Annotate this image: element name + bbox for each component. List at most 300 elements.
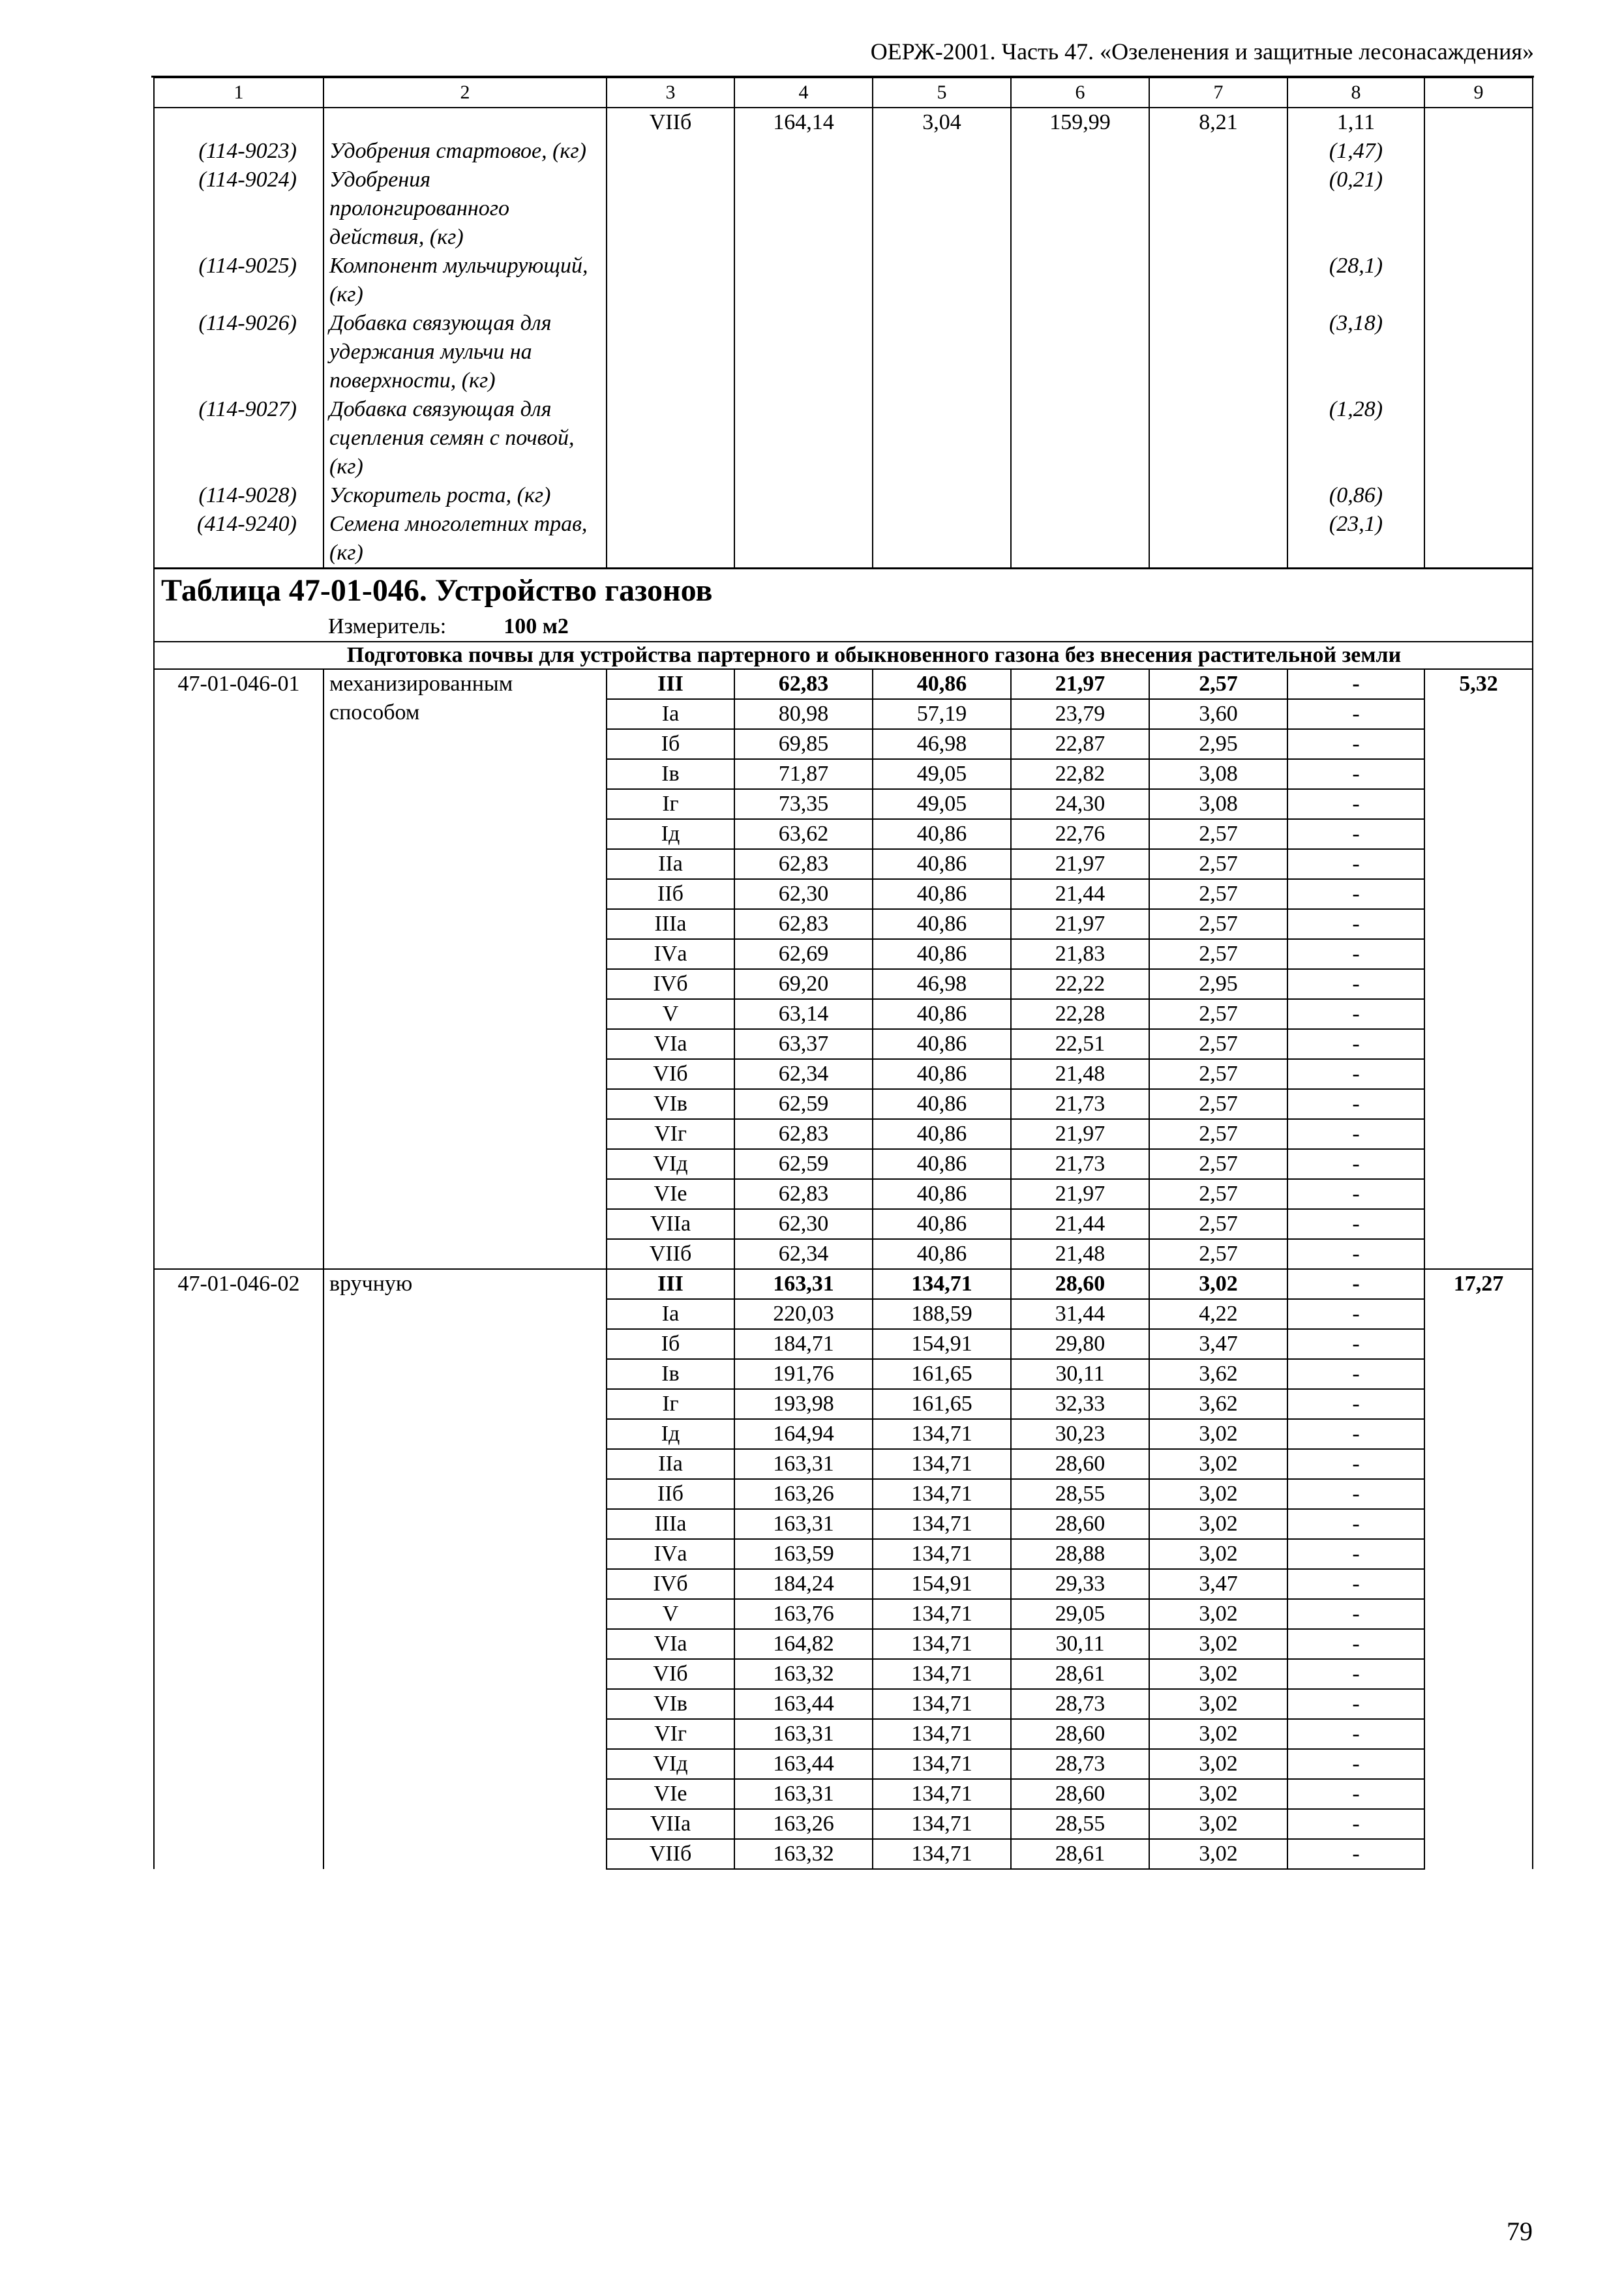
- cell: 80,98: [734, 699, 873, 729]
- cell: 28,61: [1011, 1659, 1149, 1689]
- cell: [154, 642, 323, 669]
- cell: 40,86: [873, 879, 1011, 909]
- cell: IIа: [607, 849, 734, 879]
- cell: VIIа: [607, 1209, 734, 1239]
- cell: VIд: [607, 1749, 734, 1779]
- cell: 3,02: [1149, 1479, 1287, 1509]
- cell: 134,71: [873, 1269, 1011, 1299]
- cell: 161,65: [873, 1389, 1011, 1419]
- cell: VIа: [607, 1029, 734, 1059]
- cell: [1424, 108, 1533, 137]
- cell: 134,71: [873, 1659, 1011, 1689]
- material-name: Семена многолетних трав, (кг): [323, 510, 607, 569]
- cell: 191,76: [734, 1359, 873, 1389]
- cell: 2,57: [1149, 1239, 1287, 1269]
- cell: 28,61: [1011, 1839, 1149, 1869]
- cell: 163,26: [734, 1479, 873, 1509]
- cell: -: [1287, 1329, 1424, 1359]
- cell: 40,86: [873, 999, 1011, 1029]
- cell: 2,57: [1149, 849, 1287, 879]
- cell: Iд: [607, 1419, 734, 1449]
- cell: 163,32: [734, 1839, 873, 1869]
- cell: 2,57: [1149, 1179, 1287, 1209]
- cell: 57,19: [873, 699, 1011, 729]
- material-value: (23,1): [1287, 510, 1424, 569]
- cell: [607, 166, 734, 252]
- cell: -: [1287, 909, 1424, 939]
- measure-value: 100 м2: [504, 614, 569, 638]
- cell: 22,82: [1011, 759, 1149, 789]
- cell: [323, 108, 607, 137]
- cell: 21,97: [1011, 849, 1149, 879]
- cell: 163,31: [734, 1719, 873, 1749]
- material-value: (1,47): [1287, 137, 1424, 166]
- material-code: (114-9023): [154, 137, 323, 166]
- cell: 40,86: [873, 1149, 1011, 1179]
- rate-name: механизированным способом: [323, 669, 607, 1269]
- cell: Iб: [607, 729, 734, 759]
- cell: 2,57: [1149, 1119, 1287, 1149]
- cell: 163,59: [734, 1539, 873, 1569]
- cell: 29,80: [1011, 1329, 1149, 1359]
- cell: -: [1287, 789, 1424, 819]
- cell: VIд: [607, 1149, 734, 1179]
- measure-label: Измеритель:: [328, 614, 447, 638]
- material-row: [154, 137, 1533, 166]
- cell: 28,73: [1011, 1689, 1149, 1719]
- cell: VIг: [607, 1119, 734, 1149]
- cell: IIа: [607, 1449, 734, 1479]
- cell: 134,71: [873, 1629, 1011, 1659]
- cell: Iд: [607, 819, 734, 849]
- cell: 62,59: [734, 1089, 873, 1119]
- table-title-row: [154, 569, 1533, 642]
- cell: 22,22: [1011, 969, 1149, 999]
- cell: -: [1287, 1239, 1424, 1269]
- cell: 2,57: [1149, 819, 1287, 849]
- material-code: (414-9240): [154, 510, 323, 569]
- cell: -: [1287, 1119, 1424, 1149]
- cell: [734, 481, 873, 510]
- labor-cost: 5,32: [1424, 669, 1533, 1269]
- labor-cost: 17,27: [1424, 1269, 1533, 1869]
- cell: 3,62: [1149, 1389, 1287, 1419]
- cell: 3,47: [1149, 1569, 1287, 1599]
- col-num: 2: [323, 78, 607, 108]
- cell: VIе: [607, 1179, 734, 1209]
- cell: 62,34: [734, 1059, 873, 1089]
- page-header: [151, 38, 1534, 78]
- cell: [1011, 481, 1149, 510]
- cell: 184,71: [734, 1329, 873, 1359]
- cell: [734, 510, 873, 569]
- cell: [873, 252, 1011, 309]
- cell: 2,57: [1149, 1089, 1287, 1119]
- cell: [1424, 309, 1533, 395]
- cell: 24,30: [1011, 789, 1149, 819]
- cell: [1011, 137, 1149, 166]
- cell: -: [1287, 1059, 1424, 1089]
- material-code: (114-9027): [154, 395, 323, 481]
- cell: 21,73: [1011, 1149, 1149, 1179]
- rates-table: [153, 77, 1533, 1870]
- cell: [1011, 510, 1149, 569]
- cell: 32,33: [1011, 1389, 1149, 1419]
- cell: [1424, 481, 1533, 510]
- material-value: (1,28): [1287, 395, 1424, 481]
- col-num: 1: [154, 78, 323, 108]
- material-value: (0,86): [1287, 481, 1424, 510]
- col-num: 5: [873, 78, 1011, 108]
- col-num: 8: [1287, 78, 1424, 108]
- material-code: (114-9025): [154, 252, 323, 309]
- cell: -: [1287, 1359, 1424, 1389]
- cell: -: [1287, 1029, 1424, 1059]
- cell: 63,37: [734, 1029, 873, 1059]
- cell: [1011, 395, 1149, 481]
- material-value: (3,18): [1287, 309, 1424, 395]
- cell: [1149, 510, 1287, 569]
- cell: -: [1287, 1539, 1424, 1569]
- table-title-cell: [154, 569, 1533, 642]
- cell: 2,57: [1149, 909, 1287, 939]
- cell: 2,95: [1149, 969, 1287, 999]
- cell: 2,57: [1149, 1029, 1287, 1059]
- cell: 134,71: [873, 1539, 1011, 1569]
- cell: [873, 166, 1011, 252]
- cell: 2,57: [1149, 1059, 1287, 1089]
- cell: 2,95: [1149, 729, 1287, 759]
- cell: 3,02: [1149, 1719, 1287, 1749]
- cell: 62,34: [734, 1239, 873, 1269]
- cell: 69,85: [734, 729, 873, 759]
- cell: 71,87: [734, 759, 873, 789]
- material-row: [154, 309, 1533, 395]
- cell: 40,86: [873, 1089, 1011, 1119]
- cell: 163,76: [734, 1599, 873, 1629]
- cell: 40,86: [873, 1119, 1011, 1149]
- rate-name: вручную: [323, 1269, 607, 1869]
- col-num: 7: [1149, 78, 1287, 108]
- material-name: Удобрения стартовое, (кг): [323, 137, 607, 166]
- cell: 2,57: [1149, 999, 1287, 1029]
- cell: [1424, 642, 1533, 669]
- cell: [734, 166, 873, 252]
- material-name: Удобрения пролонгированного действия, (кг): [323, 166, 607, 252]
- rate-code: 47-01-046-02: [154, 1269, 323, 1869]
- measure-line: [161, 612, 1526, 641]
- cell: 21,48: [1011, 1239, 1149, 1269]
- cell: IIIа: [607, 1509, 734, 1539]
- cell: 134,71: [873, 1509, 1011, 1539]
- cell: 21,97: [1011, 1179, 1149, 1209]
- cell: [1424, 166, 1533, 252]
- cell: -: [1287, 1779, 1424, 1809]
- cell: -: [1287, 669, 1424, 699]
- section-row: [154, 642, 1533, 669]
- cell: 21,73: [1011, 1089, 1149, 1119]
- col-num: 6: [1011, 78, 1149, 108]
- cell: [1011, 166, 1149, 252]
- cell: [154, 108, 323, 137]
- cell: 62,59: [734, 1149, 873, 1179]
- cell: 28,55: [1011, 1479, 1149, 1509]
- cell: -: [1287, 1419, 1424, 1449]
- cell: [607, 309, 734, 395]
- cell: 46,98: [873, 729, 1011, 759]
- cell: -: [1287, 849, 1424, 879]
- cell: Iг: [607, 789, 734, 819]
- cell: [607, 481, 734, 510]
- cell: [734, 137, 873, 166]
- cell: 164,94: [734, 1419, 873, 1449]
- cell: 134,71: [873, 1689, 1011, 1719]
- cell: -: [1287, 729, 1424, 759]
- cell: 3,02: [1149, 1779, 1287, 1809]
- cell: 163,26: [734, 1809, 873, 1839]
- cell: 2,57: [1149, 669, 1287, 699]
- cell: 21,97: [1011, 669, 1149, 699]
- cell: VIв: [607, 1689, 734, 1719]
- cell: 164,14: [734, 108, 873, 137]
- cell: 2,57: [1149, 1149, 1287, 1179]
- cell: 40,86: [873, 909, 1011, 939]
- cell: [873, 481, 1011, 510]
- cell: 3,02: [1149, 1269, 1287, 1299]
- cell: 49,05: [873, 789, 1011, 819]
- table-title: Таблица 47-01-046. Устройство газонов: [161, 573, 713, 608]
- cell: -: [1287, 1149, 1424, 1179]
- cell: 154,91: [873, 1569, 1011, 1599]
- cell: -: [1287, 1719, 1424, 1749]
- cell: IIб: [607, 1479, 734, 1509]
- cell: -: [1287, 1179, 1424, 1209]
- col-num: 3: [607, 78, 734, 108]
- cell: -: [1287, 999, 1424, 1029]
- cell: [1149, 395, 1287, 481]
- cell: 1,11: [1287, 108, 1424, 137]
- cell: 62,83: [734, 849, 873, 879]
- cell: [607, 395, 734, 481]
- cell: -: [1287, 1749, 1424, 1779]
- cell: 29,05: [1011, 1599, 1149, 1629]
- col-num: 9: [1424, 78, 1533, 108]
- cell: 134,71: [873, 1809, 1011, 1839]
- cell: III: [607, 1269, 734, 1299]
- material-code: (114-9028): [154, 481, 323, 510]
- cell: 28,88: [1011, 1539, 1149, 1569]
- cell: VIг: [607, 1719, 734, 1749]
- cell: VIIб: [607, 1239, 734, 1269]
- cell: [873, 309, 1011, 395]
- cell: -: [1287, 759, 1424, 789]
- cell: [873, 395, 1011, 481]
- cell: 63,62: [734, 819, 873, 849]
- cell: 193,98: [734, 1389, 873, 1419]
- cell: 188,59: [873, 1299, 1011, 1329]
- cell: VIа: [607, 1629, 734, 1659]
- cell: IVа: [607, 1539, 734, 1569]
- material-row: [154, 252, 1533, 309]
- cell: 28,60: [1011, 1509, 1149, 1539]
- cell: 3,02: [1149, 1749, 1287, 1779]
- cell: -: [1287, 1449, 1424, 1479]
- cell: 21,83: [1011, 939, 1149, 969]
- cell: 3,02: [1149, 1419, 1287, 1449]
- cell: 22,51: [1011, 1029, 1149, 1059]
- cell: -: [1287, 1629, 1424, 1659]
- cell: [1149, 166, 1287, 252]
- cell: IVа: [607, 939, 734, 969]
- cell: [1424, 137, 1533, 166]
- cell: VIIа: [607, 1809, 734, 1839]
- cell: 40,86: [873, 669, 1011, 699]
- document-title: ОЕРЖ-2001. Часть 47. «Озеленения и защитные лесонасаждения»: [870, 38, 1534, 65]
- cell: 40,86: [873, 819, 1011, 849]
- col-num: 4: [734, 78, 873, 108]
- cell: 134,71: [873, 1449, 1011, 1479]
- cell: 3,02: [1149, 1449, 1287, 1479]
- cell: 3,02: [1149, 1509, 1287, 1539]
- cell: 22,76: [1011, 819, 1149, 849]
- cell: [873, 510, 1011, 569]
- cell: 3,04: [873, 108, 1011, 137]
- cell: 2,57: [1149, 1209, 1287, 1239]
- cell: Iг: [607, 1389, 734, 1419]
- cell: 2,57: [1149, 939, 1287, 969]
- cell: [1011, 252, 1149, 309]
- cell: 62,83: [734, 1119, 873, 1149]
- cell: [1424, 395, 1533, 481]
- rate-code: 47-01-046-01: [154, 669, 323, 1269]
- material-name: Добавка связующая для удержания мульчи на поверхности, (кг): [323, 309, 607, 395]
- cell: 3,02: [1149, 1539, 1287, 1569]
- cell: IVб: [607, 969, 734, 999]
- cell: VIв: [607, 1089, 734, 1119]
- cell: 28,60: [1011, 1779, 1149, 1809]
- cell: 3,08: [1149, 789, 1287, 819]
- material-row: [154, 481, 1533, 510]
- cell: 163,31: [734, 1509, 873, 1539]
- table-row: [154, 669, 1533, 699]
- cell: Iб: [607, 1329, 734, 1359]
- cell: VIIб: [607, 108, 734, 137]
- cell: Iв: [607, 1359, 734, 1389]
- cell: 69,20: [734, 969, 873, 999]
- cell: [1011, 309, 1149, 395]
- cell: -: [1287, 879, 1424, 909]
- cell: -: [1287, 1509, 1424, 1539]
- cell: -: [1287, 1659, 1424, 1689]
- cell: -: [1287, 1089, 1424, 1119]
- cell: 3,47: [1149, 1329, 1287, 1359]
- cell: 134,71: [873, 1839, 1011, 1869]
- cell: 2,57: [1149, 879, 1287, 909]
- cell: IIб: [607, 879, 734, 909]
- cell: 30,23: [1011, 1419, 1149, 1449]
- material-code: (114-9024): [154, 166, 323, 252]
- cell: 49,05: [873, 759, 1011, 789]
- material-name: Ускоритель роста, (кг): [323, 481, 607, 510]
- cell: 134,71: [873, 1719, 1011, 1749]
- cell: IVб: [607, 1569, 734, 1599]
- cell: [607, 252, 734, 309]
- cell: [1424, 252, 1533, 309]
- cell: 30,11: [1011, 1359, 1149, 1389]
- cell: 3,02: [1149, 1599, 1287, 1629]
- cell: 62,83: [734, 669, 873, 699]
- cell: 62,69: [734, 939, 873, 969]
- cell: 73,35: [734, 789, 873, 819]
- cell: [1149, 137, 1287, 166]
- cell: 62,83: [734, 1179, 873, 1209]
- cell: 159,99: [1011, 108, 1149, 137]
- cell: [1424, 510, 1533, 569]
- cell: 163,32: [734, 1659, 873, 1689]
- cell: 3,62: [1149, 1359, 1287, 1389]
- cell: 28,60: [1011, 1269, 1149, 1299]
- cell: 164,82: [734, 1629, 873, 1659]
- cell: V: [607, 1599, 734, 1629]
- cell: 3,02: [1149, 1689, 1287, 1719]
- cell: VIб: [607, 1059, 734, 1089]
- cell: 31,44: [1011, 1299, 1149, 1329]
- cell: 28,60: [1011, 1449, 1149, 1479]
- cell: [873, 137, 1011, 166]
- cell: -: [1287, 699, 1424, 729]
- cell: 134,71: [873, 1479, 1011, 1509]
- cell: [734, 309, 873, 395]
- cell: VIб: [607, 1659, 734, 1689]
- material-row: [154, 166, 1533, 252]
- cell: 21,97: [1011, 909, 1149, 939]
- cell: 40,86: [873, 1029, 1011, 1059]
- cell: -: [1287, 1269, 1424, 1299]
- table-row: [154, 1269, 1533, 1299]
- cell: 3,02: [1149, 1659, 1287, 1689]
- cell: -: [1287, 1569, 1424, 1599]
- cell: 3,60: [1149, 699, 1287, 729]
- cell: 134,71: [873, 1749, 1011, 1779]
- cell: [1149, 481, 1287, 510]
- cell: V: [607, 999, 734, 1029]
- cell: 40,86: [873, 1209, 1011, 1239]
- cell: 62,30: [734, 1209, 873, 1239]
- cell: -: [1287, 1299, 1424, 1329]
- table-row: [154, 108, 1533, 137]
- cell: -: [1287, 1209, 1424, 1239]
- cell: 28,55: [1011, 1809, 1149, 1839]
- cell: -: [1287, 819, 1424, 849]
- cell: 29,33: [1011, 1569, 1149, 1599]
- cell: 63,14: [734, 999, 873, 1029]
- cell: 3,02: [1149, 1809, 1287, 1839]
- cell: [607, 510, 734, 569]
- cell: 62,30: [734, 879, 873, 909]
- cell: 163,31: [734, 1449, 873, 1479]
- cell: 28,60: [1011, 1719, 1149, 1749]
- cell: 163,44: [734, 1689, 873, 1719]
- cell: 40,86: [873, 1059, 1011, 1089]
- cell: 21,44: [1011, 1209, 1149, 1239]
- cell: 4,22: [1149, 1299, 1287, 1329]
- column-numbers-row: [154, 78, 1533, 108]
- cell: 134,71: [873, 1419, 1011, 1449]
- cell: [607, 137, 734, 166]
- cell: 163,31: [734, 1779, 873, 1809]
- cell: 154,91: [873, 1329, 1011, 1359]
- material-row: [154, 395, 1533, 481]
